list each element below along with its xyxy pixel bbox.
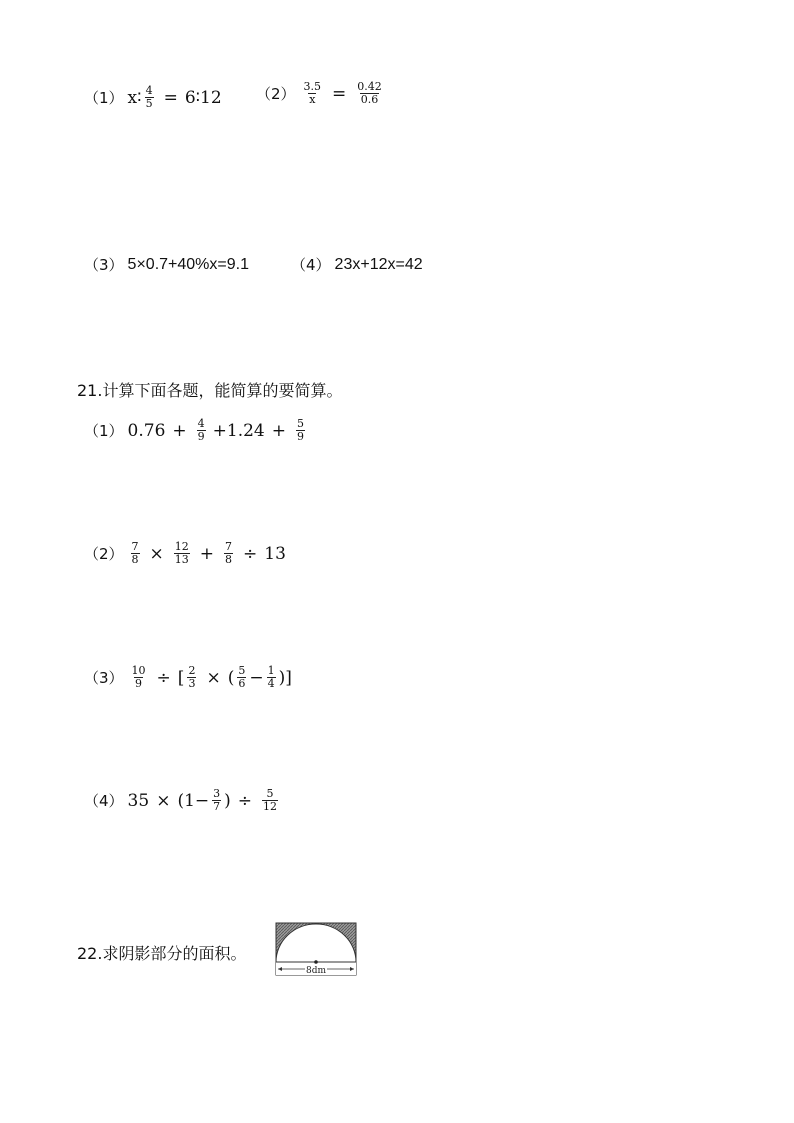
right-bracket: ] bbox=[285, 667, 292, 688]
fraction-denominator: 0.6 bbox=[360, 93, 379, 106]
fraction-numerator: 5 bbox=[266, 787, 274, 800]
calc-2-fraction-3 bbox=[224, 541, 233, 566]
calc-2-label: （2） bbox=[84, 545, 124, 563]
fraction-numerator: 10 bbox=[131, 664, 146, 677]
calc-4-fraction-1 bbox=[212, 788, 221, 813]
fraction-numerator: 3.5 bbox=[303, 80, 322, 93]
calc-1-term-b: +1.24 bbox=[212, 420, 265, 441]
semicircle-diagram bbox=[275, 922, 357, 976]
fraction-numerator: 4 bbox=[197, 417, 205, 430]
calc-1-label: （1） bbox=[84, 422, 124, 440]
dimension-label: 8dm bbox=[305, 966, 327, 976]
question-21-heading: 21.计算下面各题，能简算的要简算。 bbox=[77, 381, 343, 400]
equation-2 bbox=[256, 81, 386, 106]
fraction-numerator: 5 bbox=[297, 417, 305, 430]
fraction-denominator: 6 bbox=[238, 677, 246, 690]
plus-sign: + bbox=[199, 543, 215, 564]
fraction-numerator: 12 bbox=[174, 540, 189, 553]
equation-4-text: 23x+12x=42 bbox=[334, 255, 423, 273]
calc-4 bbox=[84, 788, 281, 813]
fraction-denominator: 7 bbox=[213, 800, 221, 813]
fraction-denominator: 8 bbox=[225, 553, 233, 566]
calc-1-term-a: 0.76 bbox=[127, 420, 166, 441]
divide-sign: ÷ bbox=[156, 667, 171, 688]
calc-3-fraction-3 bbox=[237, 665, 246, 690]
equals-sign: = bbox=[163, 87, 178, 108]
times-sign: × bbox=[149, 543, 164, 564]
plus-sign: + bbox=[172, 420, 187, 441]
fraction-numerator: 1 bbox=[267, 664, 275, 677]
fraction-numerator: 7 bbox=[225, 540, 233, 553]
divide-sign: ÷ bbox=[243, 543, 258, 564]
calc-4-label: （4） bbox=[84, 792, 124, 810]
right-paren: ) bbox=[224, 790, 231, 811]
calc-2-fraction-2 bbox=[174, 541, 190, 566]
fraction-denominator: 4 bbox=[267, 677, 275, 690]
calc-3-fraction-2 bbox=[187, 665, 196, 690]
calc-3-fraction-1 bbox=[131, 665, 147, 690]
left-paren: ( bbox=[227, 667, 235, 688]
center-point bbox=[314, 960, 318, 964]
equation-4 bbox=[291, 254, 423, 275]
right-paren: ) bbox=[278, 667, 286, 688]
fraction-denominator: 12 bbox=[263, 800, 278, 813]
equation-3 bbox=[84, 254, 249, 275]
times-sign: × bbox=[156, 790, 171, 811]
equation-2-label: （2） bbox=[256, 85, 296, 103]
equation-1 bbox=[84, 85, 222, 110]
equation-4-label: （4） bbox=[291, 256, 331, 274]
plus-sign: + bbox=[271, 420, 287, 441]
fraction-numerator: 7 bbox=[131, 540, 139, 553]
equation-2-fraction-right bbox=[356, 81, 383, 106]
equation-3-label: （3） bbox=[84, 256, 124, 274]
calc-1 bbox=[84, 418, 308, 443]
fraction-numerator: 0.42 bbox=[357, 80, 382, 93]
equals-sign: = bbox=[332, 83, 347, 104]
calc-4-paren-open: (1− bbox=[177, 790, 210, 811]
equation-1-lhs: x∶ bbox=[127, 87, 142, 108]
minus-sign: − bbox=[249, 667, 264, 688]
calc-2 bbox=[84, 541, 286, 566]
equation-1-rhs: 6∶12 bbox=[184, 87, 222, 108]
fraction-numerator: 3 bbox=[213, 787, 221, 800]
calc-2-fraction-1 bbox=[131, 541, 140, 566]
calc-3-label: （3） bbox=[84, 669, 124, 687]
calc-4-fraction-2 bbox=[262, 788, 278, 813]
calc-1-fraction-2 bbox=[296, 418, 305, 443]
equation-3-text: 5×0.7+40%x=9.1 bbox=[127, 255, 249, 273]
fraction-numerator: 5 bbox=[238, 664, 246, 677]
divide-sign: ÷ bbox=[237, 790, 253, 811]
calc-1-fraction-1 bbox=[197, 418, 206, 443]
equation-1-label: （1） bbox=[84, 89, 124, 107]
fraction-numerator: 2 bbox=[188, 664, 196, 677]
equation-2-fraction-left bbox=[303, 81, 323, 106]
fraction-numerator: 4 bbox=[145, 84, 153, 97]
question-22-heading: 22.求阴影部分的面积。 bbox=[77, 944, 247, 963]
fraction-denominator: 5 bbox=[145, 97, 153, 110]
fraction-denominator: 9 bbox=[197, 430, 205, 443]
fraction-denominator: 13 bbox=[174, 553, 189, 566]
calc-4-number: 35 bbox=[127, 790, 150, 811]
calc-2-number: 13 bbox=[264, 543, 286, 564]
times-sign: × bbox=[206, 667, 221, 688]
fraction-denominator: 8 bbox=[131, 553, 139, 566]
calc-3-fraction-4 bbox=[267, 665, 276, 690]
fraction-denominator: 9 bbox=[135, 677, 143, 690]
left-bracket: [ bbox=[177, 667, 185, 688]
calc-3 bbox=[84, 665, 292, 690]
shaded-area-figure bbox=[275, 922, 357, 976]
fraction-denominator: 9 bbox=[297, 430, 305, 443]
equation-1-fraction bbox=[145, 85, 154, 110]
fraction-denominator: 3 bbox=[188, 677, 196, 690]
fraction-denominator: x bbox=[309, 93, 316, 106]
